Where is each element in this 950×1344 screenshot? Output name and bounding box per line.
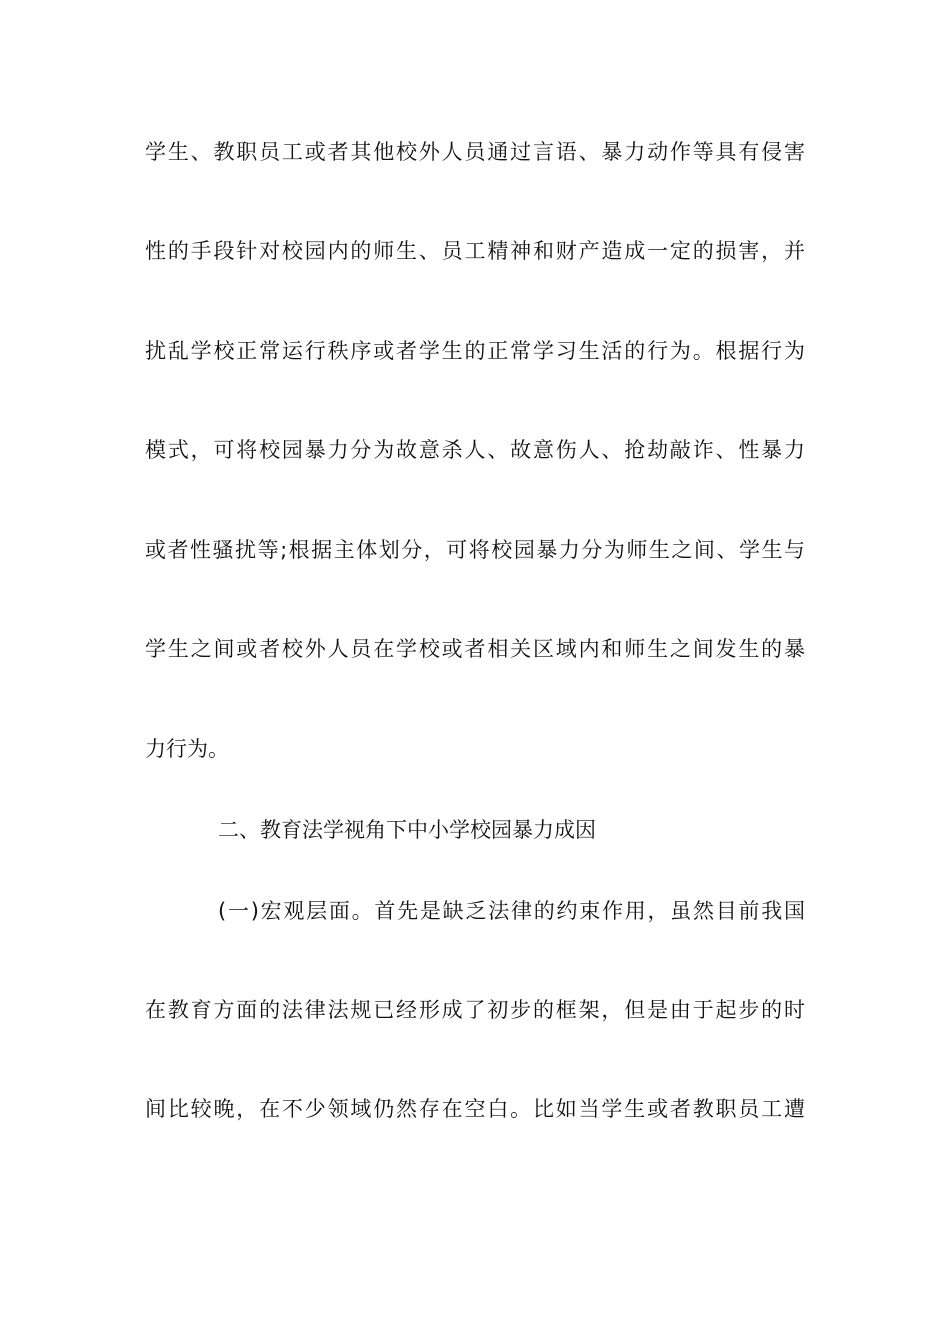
paragraph-1-line-4: 模式，可将校园暴力分为故意杀人、故意伤人、抢劫敲诈、性暴力: [145, 438, 805, 462]
paragraph-1-line-3: 扰乱学校正常运行秩序或者学生的正常学习生活的行为。根据行为: [145, 339, 805, 363]
paragraph-2-line-1: (一)宏观层面。首先是缺乏法律的约束作用，虽然目前我国: [218, 899, 805, 923]
paragraph-1-line-7: 力行为。: [145, 737, 229, 761]
paragraph-1-line-1: 学生、教职员工或者其他校外人员通过言语、暴力动作等具有侵害: [145, 140, 805, 164]
paragraph-2-line-2: 在教育方面的法律法规已经形成了初步的框架，但是由于起步的时: [145, 998, 805, 1022]
paragraph-1-line-5: 或者性骚扰等;根据主体划分，可将校园暴力分为师生之间、学生与: [145, 538, 805, 562]
paragraph-1-line-2: 性的手段针对校园内的师生、员工精神和财产造成一定的损害，并: [145, 239, 805, 263]
paragraph-2-line-3: 间比较晚，在不少领域仍然存在空白。比如当学生或者教职员工遭: [145, 1097, 805, 1121]
section-heading: 二、教育法学视角下中小学校园暴力成因: [218, 818, 596, 842]
paragraph-1-line-6: 学生之间或者校外人员在学校或者相关区域内和师生之间发生的暴: [145, 637, 805, 661]
